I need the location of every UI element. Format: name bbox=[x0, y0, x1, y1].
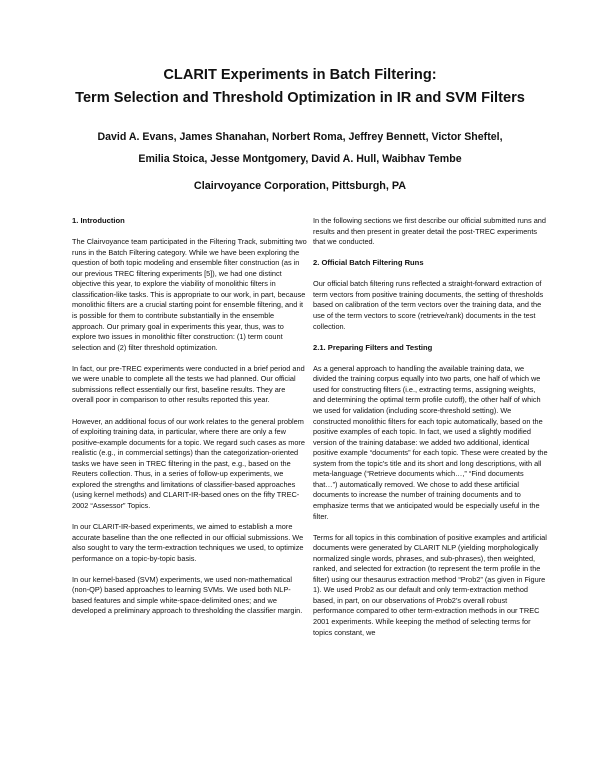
author-list bbox=[30, 126, 570, 170]
left-column bbox=[72, 216, 308, 628]
intro-paragraph-1: The Clairvoyance team participated in the Filtering Track, submitting two runs in the Batch Filtering category. While we have been exploring the question of both topic modeling and ensemble filter construction (as in our previous TREC filtering experiments [5]), we had one distinct objective this year, to explore the viability of monolithic filters in classification-like tasks. This is appropriate to our work, in part, because monolithic filters are a crucial starting point for ensemble filtering, and it is possible for them to contribute substantially in the ensemble approach. Our primary goal in experiments this year, thus, was to explore two issues in monolithic filter construction: (1) term count selection and (2) filter threshold optimization. bbox=[72, 237, 307, 352]
section-heading-official-runs: 2. Official Batch Filtering Runs bbox=[313, 258, 424, 268]
subsection-heading-preparing-filters: 2.1. Preparing Filters and Testing bbox=[313, 342, 433, 352]
affiliation: Clairvoyance Corporation, Pittsburgh, PA bbox=[193, 180, 407, 192]
right-column bbox=[313, 216, 549, 649]
authors-line-1: David A. Evans, James Shanahan, Norbert Roma, Jeffrey Bennett, Victor Sheftel, bbox=[97, 131, 503, 143]
intro-paragraph-4: In our CLARIT-IR-based experiments, we aimed to establish a more accurate baseline than the one reflected in our official submissions. We also sought to vary the term-extraction techniques we used, to optimize performance on a topic-by-topic basis. bbox=[72, 522, 304, 563]
preparing-filters-paragraph-1: As a general approach to handling the available training data, we divided the training corpus equally into two parts, one half of which we used for constructing filters (i.e., extracting terms, assigning weights, and determining the optimal term profile cutoff), the other half of which we used for validation (including score-threshold setting). We constructed monolithic filters for each topic automatically, based on the positive examples of each topic. In fact, we used a slightly modified version of the training database: we added two additional, identical positive example “documents” for each topic. These were created by the system from the topic’s title and its short and long descriptions, with all meta-language (“Retrieve documents which…,” “Find documents that…”) automatically removed. We chose to add these artificial documents to increase the number of training documents and to emphasize terms that we anticipated would be especially useful in the filter. bbox=[313, 363, 548, 521]
overview-paragraph: In the following sections we first describe our official submitted runs and results and then present in greater detail the post-TREC experiments that we conducted. bbox=[313, 216, 546, 247]
intro-paragraph-3: However, an additional focus of our work relates to the general problem of exploiting training data, in particular, where there are only a few positive-example documents for a topic. We regard such cases as more realistic (e.g., in commercial settings) than the categorization-oriented tasks we have seen in TREC filtering in the past, e.g., based on the Reuters collection. Thus, in a series of follow-up experiments, we explored the strengths and limitations of classifier-based approaches (using kernel methods) and CLARIT-IR-based ones on the fifty TREC-2002 “Assessor” Topics. bbox=[72, 416, 305, 510]
preparing-filters-paragraph-2: Terms for all topics in this combination of positive examples and artificial documents were generated by CLARIT NLP (yielding morphologically normalized single words, phrases, and sub-phrases), then weighted, ranked, and selected for extraction (to represent the term profile in the filter) using our thesaurus extraction method “Prob2” (as given in Figure 1). We used Prob2 as our default and only term-extraction method based, in part, on our observations of Prob2’s overall robust performance compared to other term-extraction methods in our TREC 2001 experiments. While keeping the method of selecting terms for topics constant, we bbox=[313, 532, 547, 637]
title-block bbox=[30, 64, 570, 110]
intro-paragraph-5: In our kernel-based (SVM) experiments, we used non-mathematical (non-QP) based approaches to learning SVMs. We used both NLP-based features and simple white-space-delimited ones; and we developed a preliminary approach to thresholding the classifier margin. bbox=[72, 574, 303, 616]
authors-line-2: Emilia Stoica, Jesse Montgomery, David A. Hull, Waibhav Tembe bbox=[138, 153, 462, 165]
title-line-1: CLARIT Experiments in Batch Filtering: bbox=[163, 67, 437, 83]
title-line-2: Term Selection and Threshold Optimization in IR and SVM Filters bbox=[75, 90, 525, 106]
intro-paragraph-2: In fact, our pre-TREC experiments were conducted in a brief period and we were unable to complete all the tests we had planned. Our official submissions reflect essentially our first, baseline results. They are overall poor in comparison to other results reported this year. bbox=[72, 363, 305, 405]
section-heading-introduction: 1. Introduction bbox=[72, 216, 125, 225]
official-runs-paragraph: Our official batch filtering runs reflected a straight-forward extraction of term vectors from positive training documents, the setting of thresholds based on calibration of the term vectors over the training data, and the use of the term vectors to score (retrieve/rank) documents in the test collection. bbox=[313, 279, 544, 331]
